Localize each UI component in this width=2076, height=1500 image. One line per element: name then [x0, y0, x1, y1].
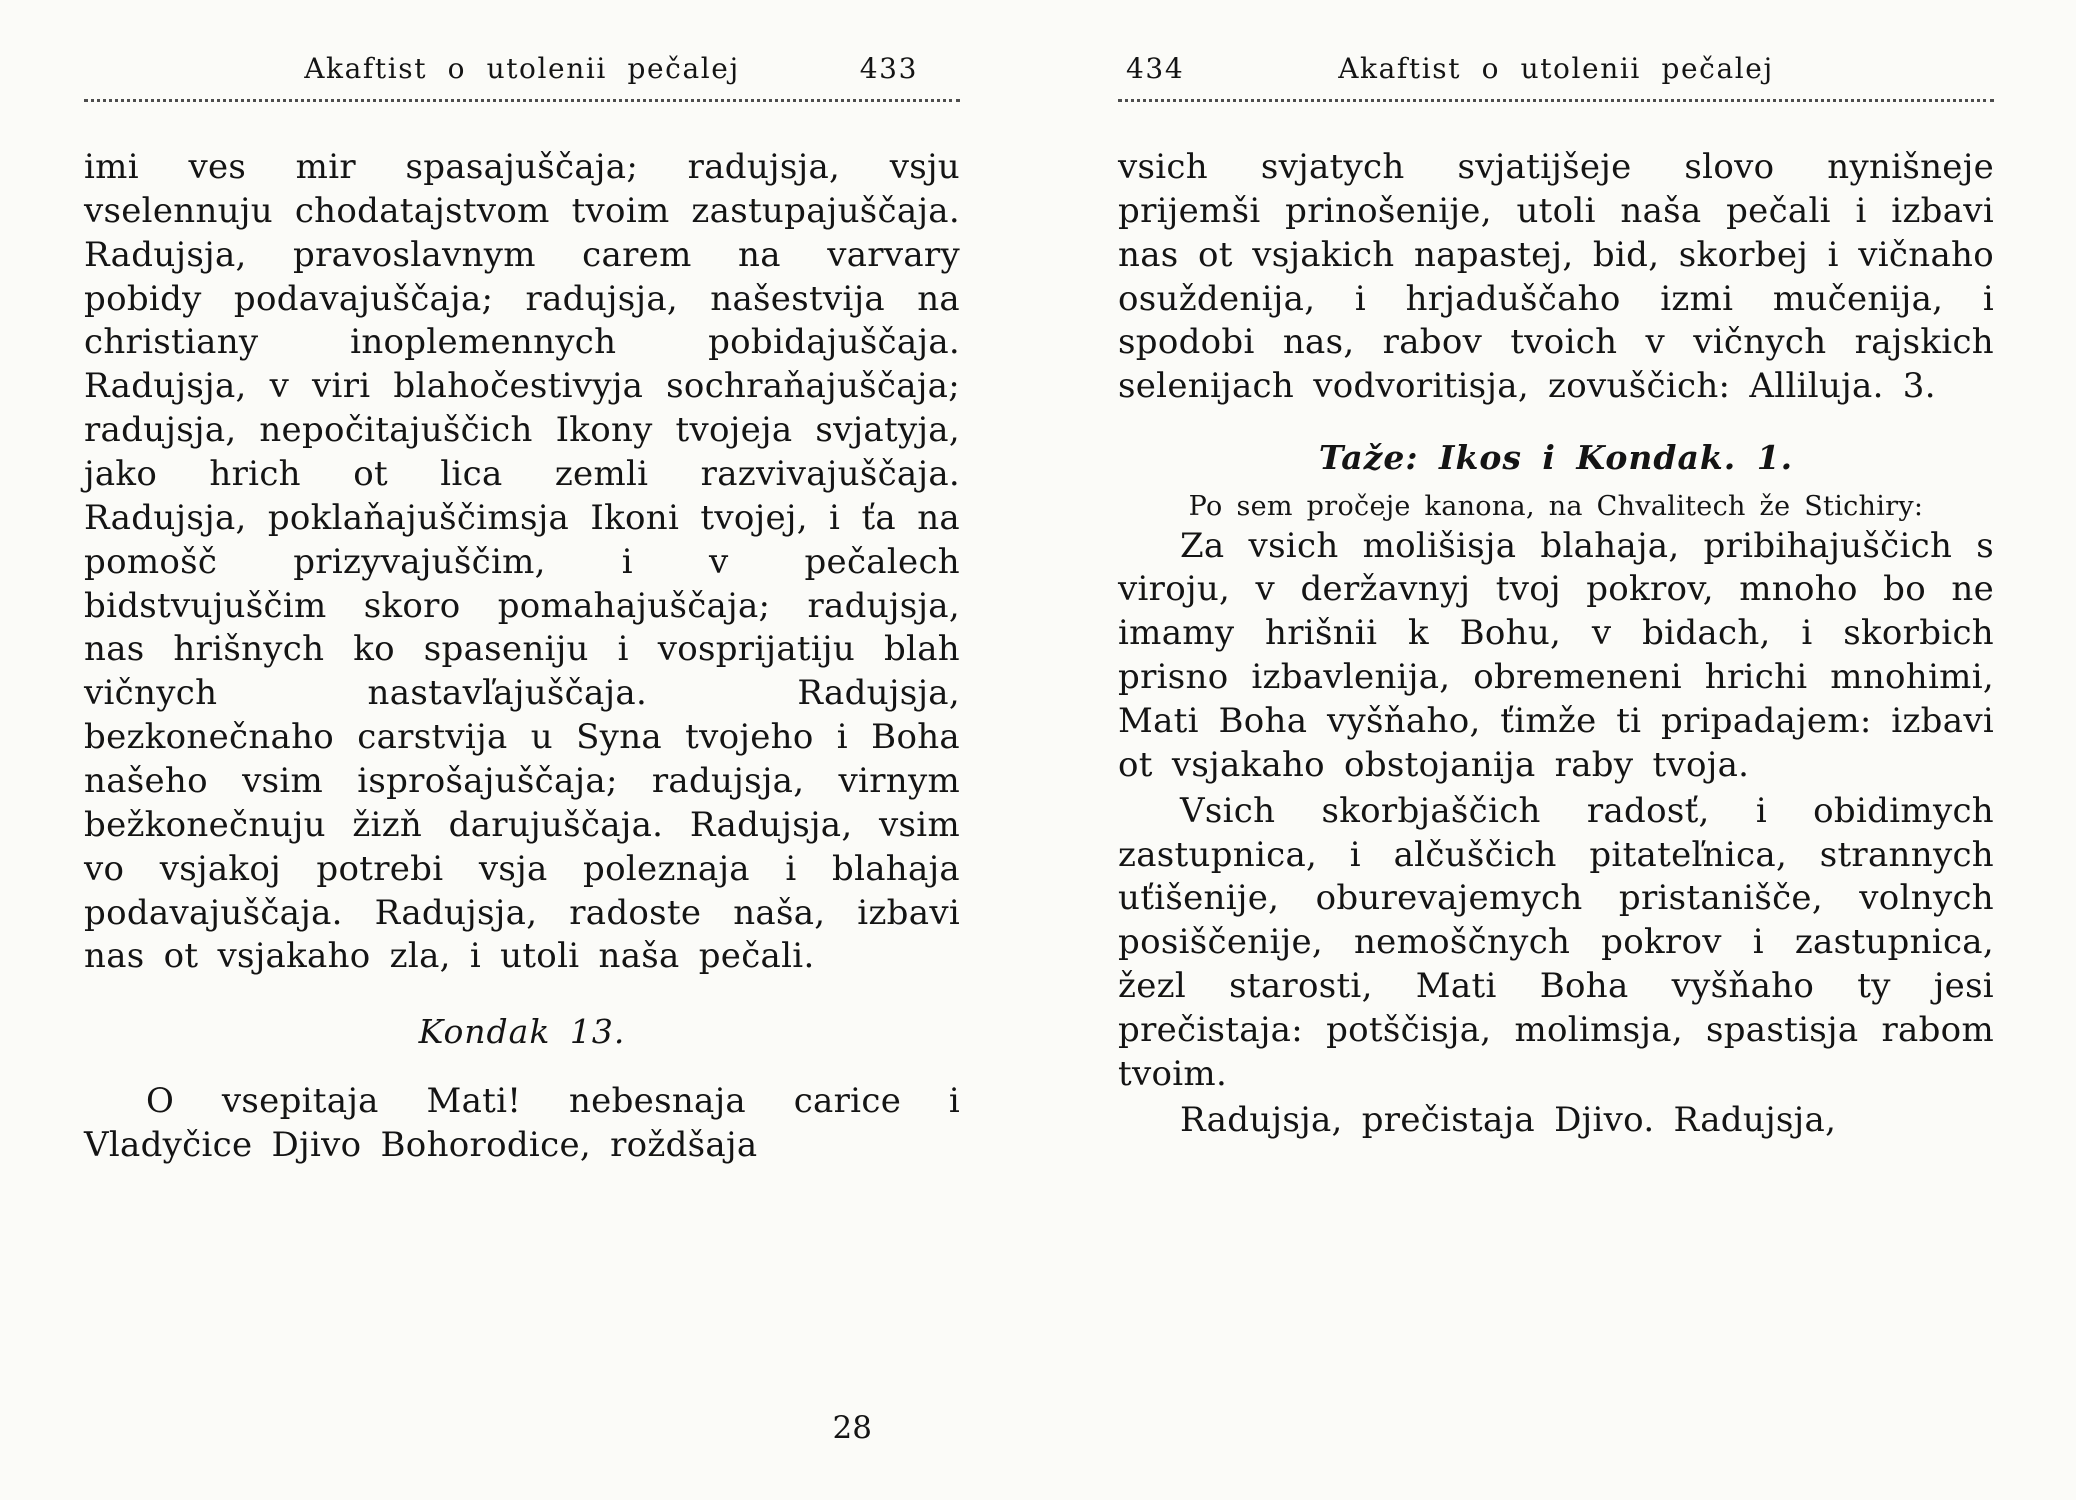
paragraph-stichira-3: Radujsja, prečistaja Djivo. Radujsja,	[1180, 1099, 1837, 1140]
page-left	[84, 52, 960, 1452]
paragraph-stichira-1: Za vsich molišisja blahaja, pribihajuščich s viroju, v deržavnyj tvoj pokrov, mnoho bo ne imamy hrišnii k Bohu, v bidach, i skorbich prisno izbavlenija, obremeneni hrichi mnohimi, Mati Boha vyšňaho, ťimže ti pripadajem: izbavi ot vsjakaho obstojanija raby tvoja.	[1118, 525, 1994, 785]
signature-mark: 28	[832, 1410, 872, 1446]
section-heading-kondak-13: Kondak 13.	[418, 1012, 626, 1052]
running-header-left	[84, 52, 960, 102]
running-header-right	[1118, 52, 1994, 102]
section-heading-ikos-kondak: Taže: Ikos i Kondak. 1.	[1318, 438, 1794, 478]
rubric-line: Po sem pročeje kanona, na Chvalitech že Stichiry:	[1188, 490, 1924, 522]
paragraph-continuation: imi ves mir spasajuščaja; radujsja, vsju vselennuju chodatajstvom tvoim zastupajuščaja. Radujsja, pravoslavnym carem na varvary pobidy podavajuščaja; radujsja, našestvija na christiany inoplemennych pobidajuščaja. Radujsja, v viri blahočestivyja sochraňajuščaja; radujsja, nepočitajuščich Ikony tvojeja svjatyja, jako hrich ot lica zemli razvivajuščaja. Radujsja, poklaňajuščimsja Ikoni tvojej, i ťa na pomošč prizyvajuščim, i v pečalech bidstvujuščim skoro pomahajuščaja; radujsja, nas hrišnych ko spaseniju i vosprijatiju blah vičnych nastavľajuščaja. Radujsja, bezkonečnaho carstvija u Syna tvojeho i Boha našeho vsim isprošajuščaja; radujsja, virnym bežkonečnuju žizň darujuščaja. Radujsja, vsim vo vsjakoj potrebi vsja poleznaja i blahaja podavajuščaja. Radujsja, radoste naša, izbavi nas ot vsjakaho zla, i utoli naša pečali.	[84, 147, 960, 977]
running-title-left: Akaftist o utolenii pečalej	[304, 52, 740, 85]
page-number-right: 434	[1126, 52, 1185, 85]
paragraph-stichira-2: Vsich skorbjaščich radosť, i obidimych zastupnica, i alčuščich pitateľnica, strannych uťišenije, oburevajemych pristanišče, volnych posiščenije, nemoščnych pokrov i zastupnica, žezl starosti, Mati Boha vyšňaho ty jesi prečistaja: potščisja, molimsja, spastisja rabom tvoim.	[1118, 790, 1994, 1094]
paragraph-kondak-13: O vsepitaja Mati! nebesnaja carice i Vladyčice Djivo Bohorodice, roždšaja	[84, 1080, 960, 1165]
page-right	[1118, 52, 1994, 1452]
page-number-left: 433	[859, 52, 919, 85]
running-title-right: Akaftist o utolenii pečalej	[1338, 52, 1774, 85]
paragraph-continuation: vsich svjatych svjatijšeje slovo nynišneje prijemši prinošenije, utoli naša pečali i izbavi nas ot vsjakich napastej, bid, skorbej i vičnaho osuždenija, i hrjaduščaho izmi mučenija, i spodobi nas, rabov tvoich v vičnych rajskich selenijach vodvoritisja, zovuščich: Alliluja. 3.	[1118, 147, 1994, 407]
body-text-left	[84, 146, 960, 1168]
body-text-right	[1118, 146, 1994, 1143]
